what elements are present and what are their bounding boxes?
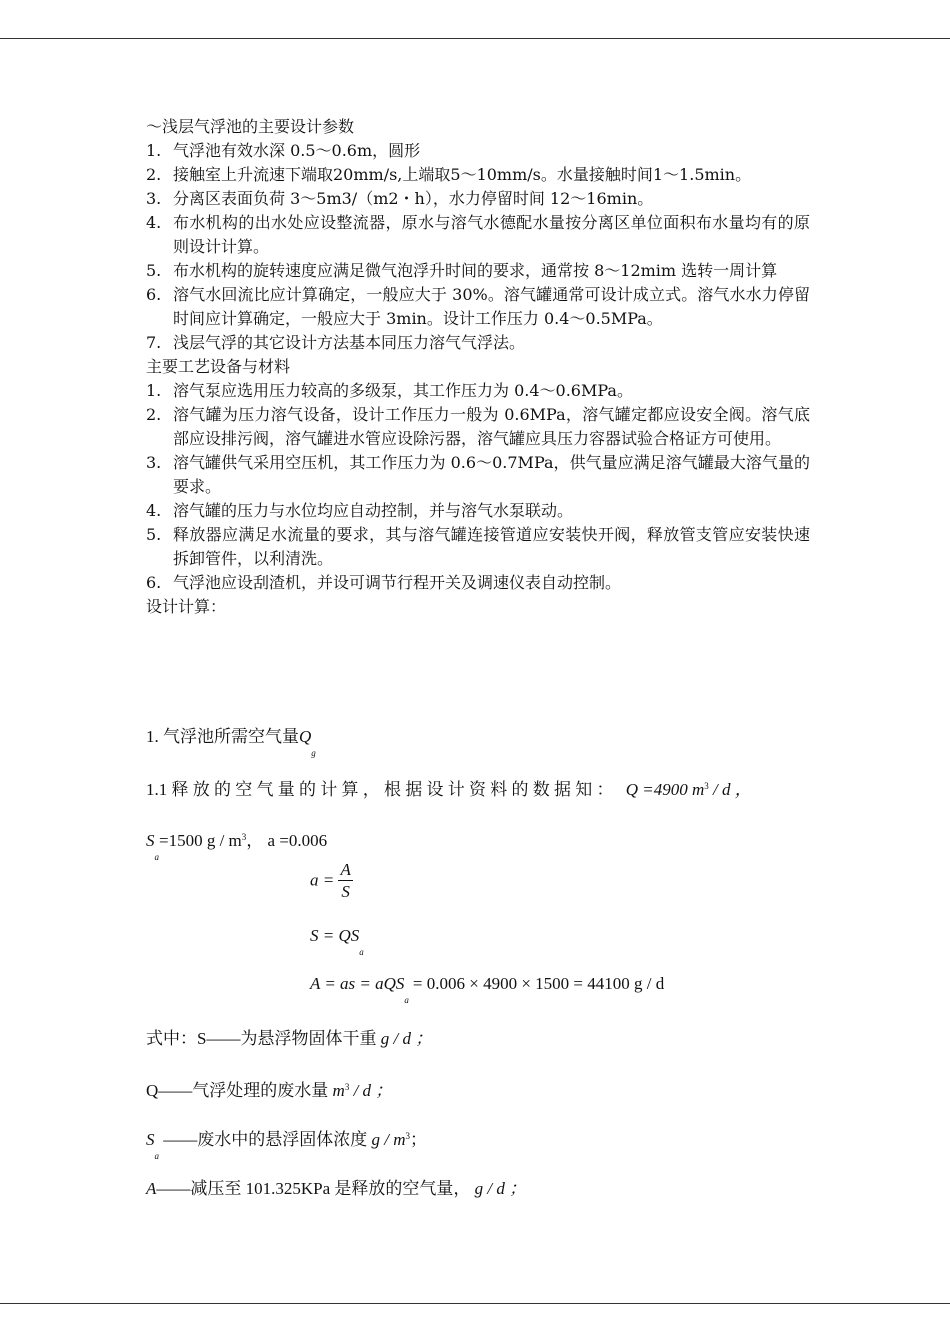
equation-a: a = $\frac{A}{S}$	[310, 860, 351, 901]
list-item	[146, 523, 810, 571]
calc-item-1-label: 1. 气浮池所需空气量	[146, 727, 299, 746]
item-text: 接触室上升流速下端取20mm/s,上端取5～10mm/s。水量接触时间1～1.5min。	[173, 165, 752, 184]
list-item	[146, 331, 810, 355]
list-item	[146, 139, 810, 163]
item-number: 5.	[146, 525, 162, 544]
q-subscript: g	[311, 748, 316, 758]
list-item	[146, 283, 810, 331]
list-item	[146, 163, 810, 187]
sa-line: $S_a=1500$ g / $m^3$， a =0.006	[146, 831, 328, 862]
section1-list	[146, 139, 810, 355]
section2-list	[146, 379, 810, 595]
item-text: 分离区表面负荷 3～5m3/（m2・h），水力停留时间 12～16min。	[173, 189, 654, 208]
item-number: 1.	[146, 381, 162, 400]
flow-value: Q =4900 $m^3$ / d ，	[625, 780, 752, 799]
item-number: 5.	[146, 261, 162, 280]
item-number: 2.	[146, 165, 162, 184]
sa-value: =1500 g / m	[159, 831, 242, 850]
definition-sa: $S_a$ ——废水中的悬浮固体浓度 g / $m^3$；	[146, 1130, 427, 1161]
item-text: 释放器应满足水流量的要求，其与溶气罐连接管道应安装快开阀，释放管支管应安装快速拆卸管件，以利清洗。	[173, 525, 810, 568]
section2-title: 主要工艺设备与材料	[146, 357, 291, 376]
item-text: 气浮池应设刮渣机，并设可调节行程开关及调速仪表自动控制。	[173, 573, 622, 592]
list-item	[146, 499, 810, 523]
calc-item-1	[146, 722, 316, 758]
list-item	[146, 211, 810, 259]
list-item	[146, 259, 810, 283]
item-number: 2.	[146, 405, 162, 424]
calc-title: 设计计算：	[146, 597, 227, 616]
item-text: 溶气罐的压力与水位均应自动控制，并与溶气水泵联动。	[173, 501, 574, 520]
list-item	[146, 451, 810, 499]
footer-rule	[0, 1303, 950, 1304]
item-number: 3.	[146, 189, 162, 208]
list-item	[146, 187, 810, 211]
item-text: 布水机构的旋转速度应满足微气泡浮升时间的要求，通常按 8～12mim 选转一周计算	[173, 261, 778, 280]
item-text: 溶气罐供气采用空压机，其工作压力为 0.6～0.7MPa，供气量应满足溶气罐最大溶气量的要求。	[173, 453, 810, 496]
item-number: 3.	[146, 453, 162, 472]
item-number: 4.	[146, 501, 162, 520]
list-item	[146, 379, 810, 403]
document-body	[146, 115, 810, 619]
list-item	[146, 403, 810, 451]
item-number: 7.	[146, 333, 162, 352]
equation-air: A = as = aQS$_a$= 0.006 × 4900 × 1500 = 44100 g / d	[310, 974, 665, 1005]
fraction: $\frac{A}{S}$	[340, 860, 351, 901]
item-text: 布水机构的出水处应设整流器，原水与溶气水德配水量按分离区单位面积布水量均有的原则设计计算。	[173, 213, 810, 256]
item-text: 浅层气浮的其它设计方法基本同压力溶气气浮法。	[173, 333, 526, 352]
q-symbol: Q	[299, 727, 312, 746]
item-number: 4.	[146, 213, 162, 232]
definition-a: A——减压至 101.325KPa 是释放的空气量， g / d ；	[146, 1179, 527, 1198]
definition-q: Q——气浮处理的废水量 $m^3$ / d ；	[146, 1081, 393, 1100]
item-number: 6.	[146, 285, 162, 304]
item-text: 溶气罐为压力溶气设备，设计工作压力一般为 0.6MPa，溶气罐定都应设安全阀。溶气底部应设排污阀，溶气罐进水管应设除污器，溶气罐应具压力容器试验合格证方可使用。	[173, 405, 810, 448]
a-value: ， a =0.006	[246, 831, 328, 850]
calc-sub-1-1	[146, 775, 810, 800]
item-text: 溶气水回流比应计算确定，一般应大于 30%。溶气罐通常可设计成立式。溶气水水力停留时间应计算确定，一般应大于 3min。设计工作压力 0.4～0.5MPa。	[173, 285, 810, 328]
item-text: 气浮池有效水深 0.5～0.6m，圆形	[173, 141, 421, 160]
equation-s: $S = QS_a$	[310, 926, 364, 957]
list-item	[146, 571, 810, 595]
item-number: 6.	[146, 573, 162, 592]
sub-1-1-text: 1.1 释 放 的 空 气 量 的 计 算 ， 根 据 设 计 资 料 的 数 据 知 ：	[146, 780, 614, 799]
item-number: 1.	[146, 141, 162, 160]
header-rule	[0, 38, 950, 39]
definition-s: 式中：S——为悬浮物固体干重 g / d ；	[146, 1029, 433, 1048]
item-text: 溶气泵应选用压力较高的多级泵，其工作压力为 0.4～0.6MPa。	[173, 381, 633, 400]
section1-title: ～浅层气浮池的主要设计参数	[146, 117, 355, 136]
